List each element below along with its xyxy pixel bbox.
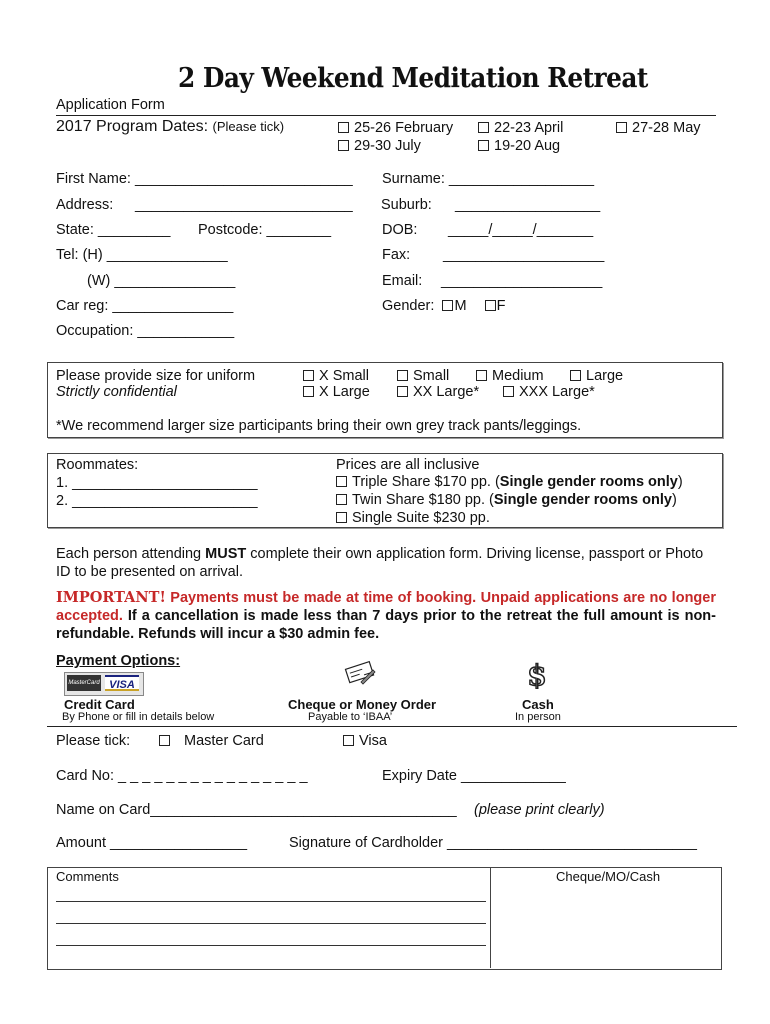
program-dates-title: 2017 Program Dates: xyxy=(56,118,209,135)
name-on-card-field[interactable]: Name on Card______________________________________ xyxy=(56,802,457,818)
please-tick-label: Please tick: xyxy=(56,733,131,749)
uniform-confidential: Strictly confidential xyxy=(56,384,177,400)
print-clearly-hint: (please print clearly) xyxy=(474,802,605,818)
payment-credit-card-sub: By Phone or fill in details below xyxy=(62,711,215,723)
email-field[interactable]: ____________________ xyxy=(441,273,603,289)
address-field[interactable]: ___________________________ xyxy=(135,197,353,213)
checkbox-icon[interactable] xyxy=(397,386,408,397)
cheque-icon xyxy=(343,658,377,686)
cheque-mo-cash-label: Cheque/MO/Cash xyxy=(556,869,661,884)
car-reg-field[interactable]: Car reg: _______________ xyxy=(56,298,234,314)
gender-f-checkbox-icon[interactable] xyxy=(485,300,496,311)
payment-credit-card-title: Credit Card xyxy=(64,697,135,712)
size-xxxl[interactable]: XXX Large* xyxy=(503,384,595,400)
uniform-note: *We recommend larger size participants bring their own grey track pants/leggings. xyxy=(56,418,582,434)
checkbox-icon[interactable] xyxy=(303,370,314,381)
date-option-feb[interactable]: 25-26 February xyxy=(338,120,453,136)
checkbox-icon[interactable] xyxy=(343,735,354,746)
svg-text:$: $ xyxy=(527,659,547,689)
page-title: 2 Day Weekend Meditation Retreat xyxy=(178,63,648,94)
size-m[interactable]: Medium xyxy=(476,368,544,384)
state-field[interactable]: State: _________ xyxy=(56,222,171,238)
attendance-notice: Each person attending MUST complete their own application form. Driving license, passport or Photo ID to be presented on arrival. xyxy=(56,546,704,580)
dob-label: DOB: xyxy=(382,222,418,238)
tel-work-field[interactable]: (W) _______________ xyxy=(87,273,236,289)
checkbox-icon[interactable] xyxy=(616,122,627,133)
size-xs[interactable]: X Small xyxy=(303,368,369,384)
roommate-1-field[interactable]: 1. _______________________ xyxy=(56,475,258,491)
prices-label: Prices are all inclusive xyxy=(336,457,480,473)
payment-options-heading: Payment Options: xyxy=(56,653,181,669)
fax-field[interactable]: ____________________ xyxy=(443,247,605,263)
size-xl[interactable]: X Large xyxy=(303,384,370,400)
room-single[interactable]: Single Suite $230 pp. xyxy=(336,510,490,526)
gender-m-checkbox-icon[interactable] xyxy=(442,300,453,311)
room-triple[interactable]: Triple Share $170 pp. (Single gender rooms only) xyxy=(336,474,683,490)
fax-label: Fax: xyxy=(382,247,411,263)
signature-field[interactable]: Signature of Cardholder _______________________________ xyxy=(289,835,697,851)
date-option-aug[interactable]: 19-20 Aug xyxy=(478,138,560,154)
card-option-visa[interactable]: Visa xyxy=(343,733,387,749)
checkbox-icon[interactable] xyxy=(336,512,347,523)
date-option-may[interactable]: 27-28 May xyxy=(616,120,701,136)
office-box-divider xyxy=(490,868,491,968)
checkbox-icon[interactable] xyxy=(570,370,581,381)
dollar-icon xyxy=(524,659,550,689)
roommates-label: Roommates: xyxy=(56,457,139,473)
room-twin[interactable]: Twin Share $180 pp. (Single gender rooms only) xyxy=(336,492,677,508)
surname-field[interactable]: Surname: __________________ xyxy=(382,171,595,187)
size-l[interactable]: Large xyxy=(570,368,623,384)
comment-line[interactable] xyxy=(56,923,486,924)
checkbox-icon[interactable] xyxy=(397,370,408,381)
dob-field[interactable]: _____/_____/_______ xyxy=(448,222,594,238)
checkbox-icon[interactable] xyxy=(303,386,314,397)
comment-line[interactable] xyxy=(56,901,486,902)
size-xxl[interactable]: XX Large* xyxy=(397,384,479,400)
credit-card-logo-icon xyxy=(64,672,144,696)
mastercard-logo-icon: MasterCard xyxy=(67,675,101,691)
checkbox-icon[interactable] xyxy=(338,122,349,133)
payment-cheque-sub: Payable to ‘IBAA’ xyxy=(308,711,393,723)
payment-cheque-title: Cheque or Money Order xyxy=(288,697,437,712)
checkbox-icon[interactable] xyxy=(336,494,347,505)
gender-m-label: M xyxy=(454,298,467,314)
date-option-apr[interactable]: 22-23 April xyxy=(478,120,563,136)
card-option-mastercard[interactable]: Master Card xyxy=(159,733,264,749)
postcode-field[interactable]: Postcode: ________ xyxy=(198,222,332,238)
checkbox-icon[interactable] xyxy=(336,476,347,487)
checkbox-icon[interactable] xyxy=(476,370,487,381)
header-divider xyxy=(56,115,716,116)
form-subtitle: Application Form xyxy=(56,97,165,113)
gender-label: Gender: xyxy=(382,298,435,314)
comments-label: Comments xyxy=(56,869,119,884)
gender-f-label: F xyxy=(496,298,506,314)
payment-divider xyxy=(47,726,737,727)
address-label: Address: xyxy=(56,197,114,213)
suburb-field[interactable]: __________________ xyxy=(455,197,601,213)
roommate-2-field[interactable]: 2. _______________________ xyxy=(56,493,258,509)
suburb-label: Suburb: xyxy=(381,197,432,213)
checkbox-icon[interactable] xyxy=(478,122,489,133)
program-dates-label xyxy=(56,118,284,136)
payment-cash-sub: In person xyxy=(515,711,561,723)
payment-cash-title: Cash xyxy=(522,697,554,712)
card-number-field[interactable]: Card No: _ _ _ _ _ _ _ _ _ _ _ _ _ _ _ _ xyxy=(56,768,308,784)
amount-field[interactable]: Amount _________________ xyxy=(56,835,248,851)
first-name-field[interactable]: First Name: ___________________________ xyxy=(56,171,353,187)
checkbox-icon[interactable] xyxy=(503,386,514,397)
checkbox-icon[interactable] xyxy=(159,735,170,746)
size-s[interactable]: Small xyxy=(397,368,449,384)
visa-logo-icon: VISA xyxy=(105,675,139,691)
comment-line[interactable] xyxy=(56,945,486,946)
occupation-field[interactable]: Occupation: ____________ xyxy=(56,323,235,339)
program-dates-hint: (Please tick) xyxy=(212,119,285,134)
tel-home-field[interactable]: Tel: (H) _______________ xyxy=(56,247,228,263)
date-option-jul[interactable]: 29-30 July xyxy=(338,138,421,154)
important-notice: IMPORTANT! Payments must be made at time of booking. Unpaid applications are no longer accepted. If a cancellation is made less than 7 days prior to the retreat the full amount is non-refundable. Refunds will incur a $30 admin fee. xyxy=(56,589,716,642)
email-label: Email: xyxy=(382,273,423,289)
expiry-date-field[interactable]: Expiry Date _____________ xyxy=(382,768,566,784)
checkbox-icon[interactable] xyxy=(478,140,489,151)
checkbox-icon[interactable] xyxy=(338,140,349,151)
gender-row xyxy=(382,298,505,314)
uniform-label: Please provide size for uniform xyxy=(56,368,256,384)
